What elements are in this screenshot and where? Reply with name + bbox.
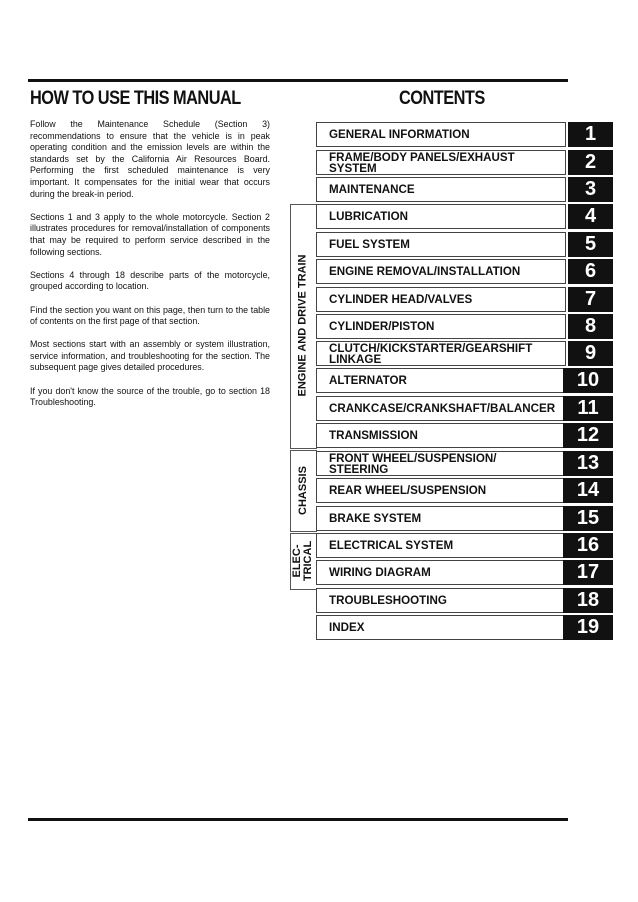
toc-label: TROUBLESHOOTING — [329, 594, 447, 607]
section-number-badge: 12 — [563, 423, 613, 448]
toc-label: FRAME/BODY PANELS/EXHAUST SYSTEM — [329, 150, 515, 175]
section-number-badge: 19 — [563, 615, 613, 640]
toc-row-engine-removal[interactable] — [316, 259, 613, 284]
toc-row-transmission[interactable] — [316, 423, 613, 448]
toc-row-front-wheel[interactable] — [316, 451, 613, 476]
toc-label: CYLINDER/PISTON — [329, 320, 435, 333]
intro-paragraph: Sections 1 and 3 apply to the whole motorcycle. Section 2 illustrates procedures for removal/installation of components that may be required to perform service described in the following sections. — [30, 211, 270, 257]
section-number-badge: 8 — [568, 314, 613, 339]
toc-label: ELECTRICAL SYSTEM — [329, 539, 454, 552]
contents-heading: CONTENTS — [399, 88, 485, 109]
toc-label: CYLINDER HEAD/VALVES — [329, 293, 473, 306]
toc-row-fuel-system[interactable] — [316, 232, 613, 257]
toc-row-general-information[interactable] — [316, 122, 613, 147]
toc-label: LUBRICATION — [329, 210, 408, 223]
section-number-badge: 4 — [568, 204, 613, 229]
toc-row-brake-system[interactable] — [316, 506, 613, 531]
toc-row-cylinder-head[interactable] — [316, 287, 613, 312]
section-number-badge: 16 — [563, 533, 613, 558]
toc-label: FRONT WHEEL/SUSPENSION/ STEERING — [329, 451, 497, 476]
bottom-rule — [28, 818, 568, 821]
intro-paragraph: Find the section you want on this page, then turn to the table of contents on the first page of that section. — [30, 304, 270, 327]
intro-text — [30, 119, 270, 420]
toc-label: BRAKE SYSTEM — [329, 512, 422, 525]
section-number-badge: 6 — [568, 259, 613, 284]
electrical-group-label — [290, 533, 316, 588]
section-number-badge: 11 — [563, 396, 613, 421]
section-number-badge: 18 — [563, 588, 613, 613]
toc-row-frame-body-panels[interactable] — [316, 150, 613, 175]
section-number-badge: 7 — [568, 287, 613, 312]
section-number-badge: 1 — [568, 122, 613, 147]
toc-label: MAINTENANCE — [329, 183, 415, 196]
engine-group-label — [290, 204, 316, 447]
toc-label: GENERAL INFORMATION — [329, 128, 470, 141]
toc-row-electrical-system[interactable] — [316, 533, 613, 558]
toc-label: INDEX — [329, 621, 365, 634]
toc-row-wiring-diagram[interactable] — [316, 560, 613, 585]
toc-row-troubleshooting[interactable] — [316, 588, 613, 613]
toc-label: FUEL SYSTEM — [329, 238, 410, 251]
section-number-badge: 9 — [568, 341, 613, 366]
section-number-badge: 13 — [563, 451, 613, 476]
intro-paragraph: Most sections start with an assembly or system illustration, service information, and troubleshooting for the section. The subsequent page gives detailed procedures. — [30, 339, 270, 373]
toc-row-lubrication[interactable] — [316, 204, 613, 229]
toc-label: ALTERNATOR — [329, 374, 407, 387]
chassis-group-label — [290, 450, 316, 530]
intro-paragraph: Follow the Maintenance Schedule (Section 3) recommendations to ensure that the vehicle is in peak operating condition and the emission levels are within the standards set by the California Air Resources Board. Performing the first scheduled maintenance is very important. It compensates for the initial wear that occurs during the break-in period. — [30, 119, 270, 199]
toc-label: WIRING DIAGRAM — [329, 566, 431, 579]
chassis-group-text: CHASSIS — [296, 465, 309, 515]
engine-group-text: ENGINE AND DRIVE TRAIN — [296, 254, 309, 397]
toc-row-rear-wheel[interactable] — [316, 478, 613, 503]
toc-row-alternator[interactable] — [316, 368, 613, 393]
toc-row-maintenance[interactable] — [316, 177, 613, 202]
top-rule — [28, 79, 568, 82]
toc-row-crankcase[interactable] — [316, 396, 613, 421]
section-number-badge: 15 — [563, 506, 613, 531]
toc-label: TRANSMISSION — [329, 429, 418, 442]
section-number-badge: 14 — [563, 478, 613, 503]
how-to-use-heading: HOW TO USE THIS MANUAL — [30, 88, 241, 109]
toc-row-clutch[interactable] — [316, 341, 613, 366]
toc-label: CLUTCH/KICKSTARTER/GEARSHIFT LINKAGE — [329, 341, 533, 366]
section-number-badge: 3 — [568, 177, 613, 202]
intro-paragraph: Sections 4 through 18 describe parts of the motorcycle, grouped according to location. — [30, 269, 270, 292]
toc-label: REAR WHEEL/SUSPENSION — [329, 484, 487, 497]
toc-label: ENGINE REMOVAL/INSTALLATION — [329, 265, 521, 278]
intro-paragraph: If you don't know the source of the trouble, go to section 18 Troubleshooting. — [30, 385, 270, 408]
electrical-group-text: ELEC- TRICAL — [291, 540, 315, 581]
section-number-badge: 2 — [568, 150, 613, 175]
section-number-badge: 10 — [563, 368, 613, 393]
toc-row-index[interactable] — [316, 615, 613, 640]
section-number-badge: 5 — [568, 232, 613, 257]
toc-row-cylinder-piston[interactable] — [316, 314, 613, 339]
toc-label: CRANKCASE/CRANKSHAFT/BALANCER — [329, 402, 556, 415]
section-number-badge: 17 — [563, 560, 613, 585]
